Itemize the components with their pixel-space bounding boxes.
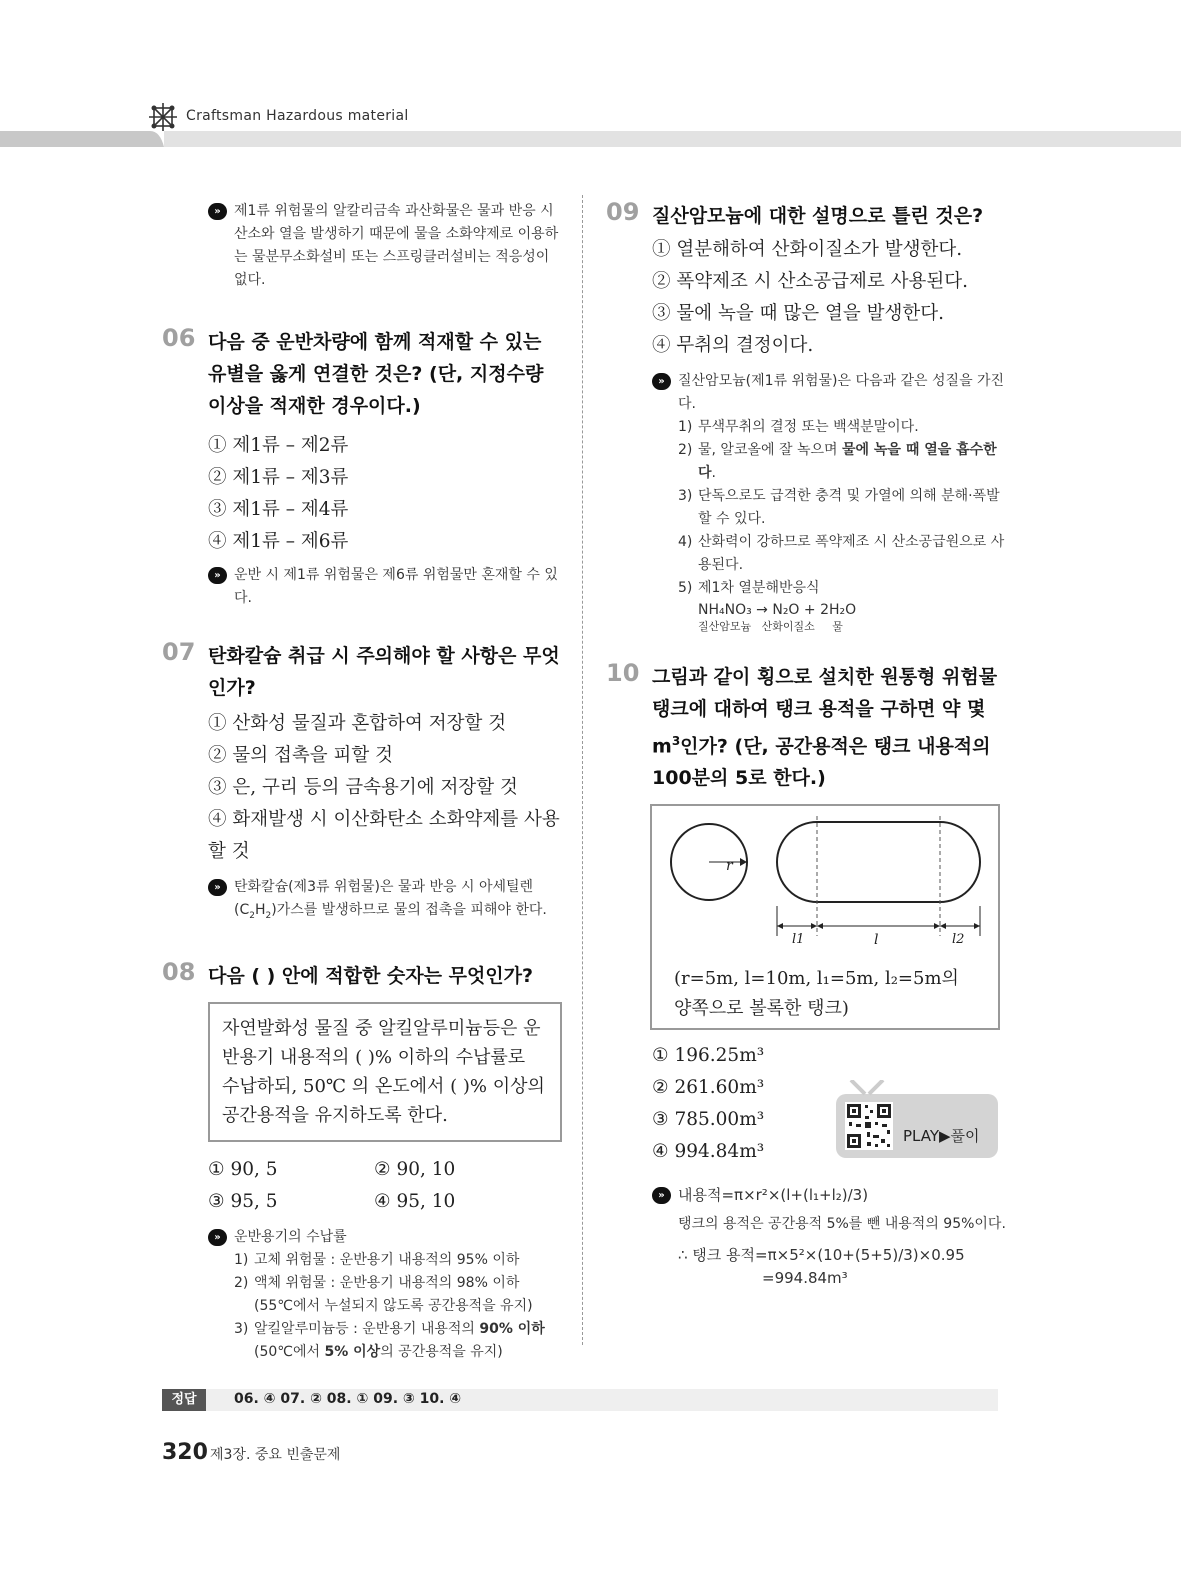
equation-label: 산화이질소 [761,620,815,633]
header-title: Craftsman Hazardous material [186,108,409,124]
length-l-label: l [874,932,879,949]
molecule-logo-icon [148,102,178,132]
equation-label: 물 [832,620,843,633]
option-3[interactable]: ③ 785.00m³ [652,1109,765,1131]
subscript: 2 [249,910,255,921]
explanation-text: 운반 시 제1류 위험물은 제6류 위험물만 혼재할 수 있다. [234,567,558,606]
list-text: 액체 위험물 : 운반용기 내용적의 98% 이하 (55℃에서 누설되지 않도록 공간용적을 유지) [254,1274,533,1314]
explanation-icon: » [208,567,227,584]
explanation-text: 탄화칼슘(제3류 위험물)은 물과 반응 시 아세틸렌(C [234,879,534,918]
explanation-07 [208,876,562,928]
list-item [678,577,1006,633]
tv-antenna-icon [845,1080,889,1096]
volume-result: =994.84m³ [762,1269,848,1288]
explanation-text: )가스를 발생하므로 물의 접촉을 피해야 한다. [271,902,547,918]
explanation-title: 운반용기의 수납률 [234,1228,347,1245]
question-number: 09 [606,198,640,226]
stem-text: 그림과 같이 횡으로 설치한 원통형 위험물탱크에 대하여 탱크 용적을 구하면 약 몇 m [652,666,998,758]
list-item [234,1249,562,1272]
question-number: 10 [606,659,640,687]
option-4[interactable]: ④ 994.84m³ [652,1141,765,1163]
volume-calculation: ∴ 탱크 용적=π×5²×(10+(5+5)/3)×0.95 [678,1246,965,1265]
explanation-icon: » [652,1187,671,1204]
list-text-bold: 90% 이하 [479,1320,545,1337]
caption-line: (r=5m, l=10m, l₁=5m, l₂=5m의 [674,968,959,990]
question-box [208,1002,562,1142]
explanation-text: 제1류 위험물의 알칼리금속 과산화물은 물과 반응 시 산소와 열을 발생하기 때문에 물을 소화약제로 이용하는 물분무소화설비 또는 스프링클러설비는 적응성이 없다. [234,203,559,288]
figure-caption [674,964,959,1024]
list-number: 1) [234,1251,249,1268]
qr-code-icon[interactable] [845,1102,893,1150]
option-2[interactable]: ② 261.60m³ [652,1077,765,1099]
reaction-equation: NH₄NO₃ → N₂O + 2H₂O [698,602,857,618]
question-stem: 질산암모늄에 대한 설명으로 틀린 것은? [652,205,984,227]
list-item [678,485,1006,531]
question-stem [652,661,1006,794]
radius-label: r [726,858,733,875]
question-07 [162,640,562,704]
length-l2-label: l2 [952,932,965,948]
explanation-05 [208,200,562,292]
question-stem: 탄화칼슘 취급 시 주의해야 할 사항은 무엇인가? [208,645,560,699]
list-text: (50℃에서 [254,1343,325,1360]
question-06 [162,326,562,422]
list-text: 의 공간용적을 유지) [380,1343,503,1360]
option-3[interactable]: ③ 제1류 – 제4류 [208,499,349,520]
question-stem: 다음 중 운반차량에 함께 적재할 수 있는 유별을 옳게 연결한 것은? (단, 지정수량 이상을 적재한 경우이다.) [208,331,544,417]
tank-diagram [652,806,998,956]
explanation-text: H [254,902,266,918]
option-2[interactable]: ② 제1류 – 제3류 [208,467,349,488]
caption-line: 양쪽으로 볼록한 탱크) [674,998,849,1020]
left-column [162,200,562,1364]
header-bar [0,131,1181,147]
explanation-icon: » [208,1229,227,1246]
list-number: 4) [678,534,693,550]
list-item [234,1272,562,1318]
list-item [234,1318,562,1364]
length-l1-label: l1 [792,932,805,948]
question-number: 06 [162,324,196,352]
stem-text: 인가? (단, 공간용적은 탱크 내용적의 100분의 5로 한다.) [652,735,991,790]
list-number: 3) [234,1320,249,1337]
option-2[interactable]: ② 폭약제조 시 산소공급제로 사용된다. [652,271,968,292]
volume-formula: 내용적=π×r²×(l+(l₁+l₂)/3) [678,1186,869,1205]
option-1[interactable]: ① 산화성 물질과 혼합하여 저장할 것 [208,713,507,734]
explanation-list [234,1249,562,1364]
list-item [678,531,1006,577]
superscript: 3 [671,734,681,748]
explanation-text: 탱크의 용적은 공간용적 5%를 뺀 내용적의 95%이다. [678,1216,1006,1233]
list-text: 무색무취의 결정 또는 백색분말이다. [698,419,919,435]
explanation-08 [208,1226,562,1364]
explanation-06 [208,564,562,610]
box-text: 자연발화성 물질 중 알킬알루미늄등은 운반용기 내용적의 ( )% 이하의 수납률로 수납하되, 50℃ 의 온도에서 ( )% 이상의 공간용적을 유지하도록 한다. [222,1017,545,1126]
option-2[interactable]: ② 90, 10 [374,1158,456,1180]
answer-badge: 정답 [162,1389,206,1411]
option-1[interactable]: ① 90, 5 [208,1158,278,1180]
explanation-10 [652,1184,1006,1290]
chapter-title: 제3장. 중요 빈출문제 [210,1447,341,1463]
play-label[interactable]: PLAY▶풀이 [903,1127,980,1145]
list-number: 3) [678,488,693,504]
list-text-bold: 물에 녹을 때 열을 흡수한다 [698,442,997,481]
question-number: 08 [162,957,196,986]
column-divider [582,195,583,1345]
list-number: 2) [234,1274,249,1291]
explanation-icon: » [208,879,227,896]
options-06 [162,430,562,558]
list-text: 단독으로도 급격한 충격 및 가열에 의해 분해·폭발할 수 있다. [698,488,1000,527]
explanation-09 [652,370,1006,633]
option-3[interactable]: ③ 은, 구리 등의 금속용기에 저장할 것 [208,777,518,798]
question-stem: 다음 ( ) 안에 적합한 숫자는 무엇인가? [208,964,534,987]
option-3[interactable]: ③ 95, 5 [208,1190,278,1212]
option-4[interactable]: ④ 제1류 – 제6류 [208,531,349,552]
option-4[interactable]: ④ 무취의 결정이다. [652,335,814,356]
option-1[interactable]: ① 열분해하여 산화이질소가 발생한다. [652,239,963,260]
page-number: 320 [162,1440,208,1465]
list-text: 제1차 열분해반응식 [698,580,820,596]
list-item [678,416,1006,439]
list-text: 산화력이 강하므로 폭약제조 시 산소공급원으로 사용된다. [698,534,1005,573]
explanation-list [678,416,1006,633]
list-text: 고체 위험물 : 운반용기 내용적의 95% 이하 [254,1251,520,1268]
explanation-icon: » [208,203,227,220]
tank-figure [650,804,1000,1030]
option-3[interactable]: ③ 물에 녹을 때 많은 열을 발생한다. [652,303,944,324]
list-item: 2) 물, 알코올에 잘 녹으며 물에 녹을 때 열을 흡수한다. [678,439,1006,485]
list-number: 5) [678,580,693,596]
subscript: 2 [265,910,272,921]
list-text: 알킬알루미늄등 : 운반용기 내용적의 [254,1320,480,1337]
option-1[interactable]: ① 제1류 – 제2류 [208,435,349,456]
answer-key: 06. ④ 07. ② 08. ① 09. ③ 10. ④ [234,1391,462,1407]
question-10 [606,661,1006,794]
list-text-bold: 5% 이상 [324,1343,381,1360]
explanation-title: 질산암모늄(제1류 위험물)은 다음과 같은 성질을 가진다. [678,373,1005,412]
equation-labels [698,620,1006,633]
question-08 [162,957,562,992]
list-number: 2) [678,442,693,458]
option-4[interactable]: ④ 화재발생 시 이산화탄소 소화약제를 사용할 것 [208,809,560,862]
option-4[interactable]: ④ 95, 10 [374,1190,456,1212]
equation-label: 질산암모늄 [698,620,752,633]
question-number: 07 [162,638,196,666]
options-08 [162,1154,562,1218]
explanation-icon: » [652,373,671,390]
list-text: 물, 알코올에 잘 녹으며 [698,442,842,458]
option-1[interactable]: ① 196.25m³ [652,1045,765,1067]
options-07 [162,708,562,868]
list-number: 1) [678,419,693,435]
option-2[interactable]: ② 물의 접촉을 피할 것 [208,745,393,766]
options-09 [606,234,1006,362]
question-09 [606,200,1006,232]
